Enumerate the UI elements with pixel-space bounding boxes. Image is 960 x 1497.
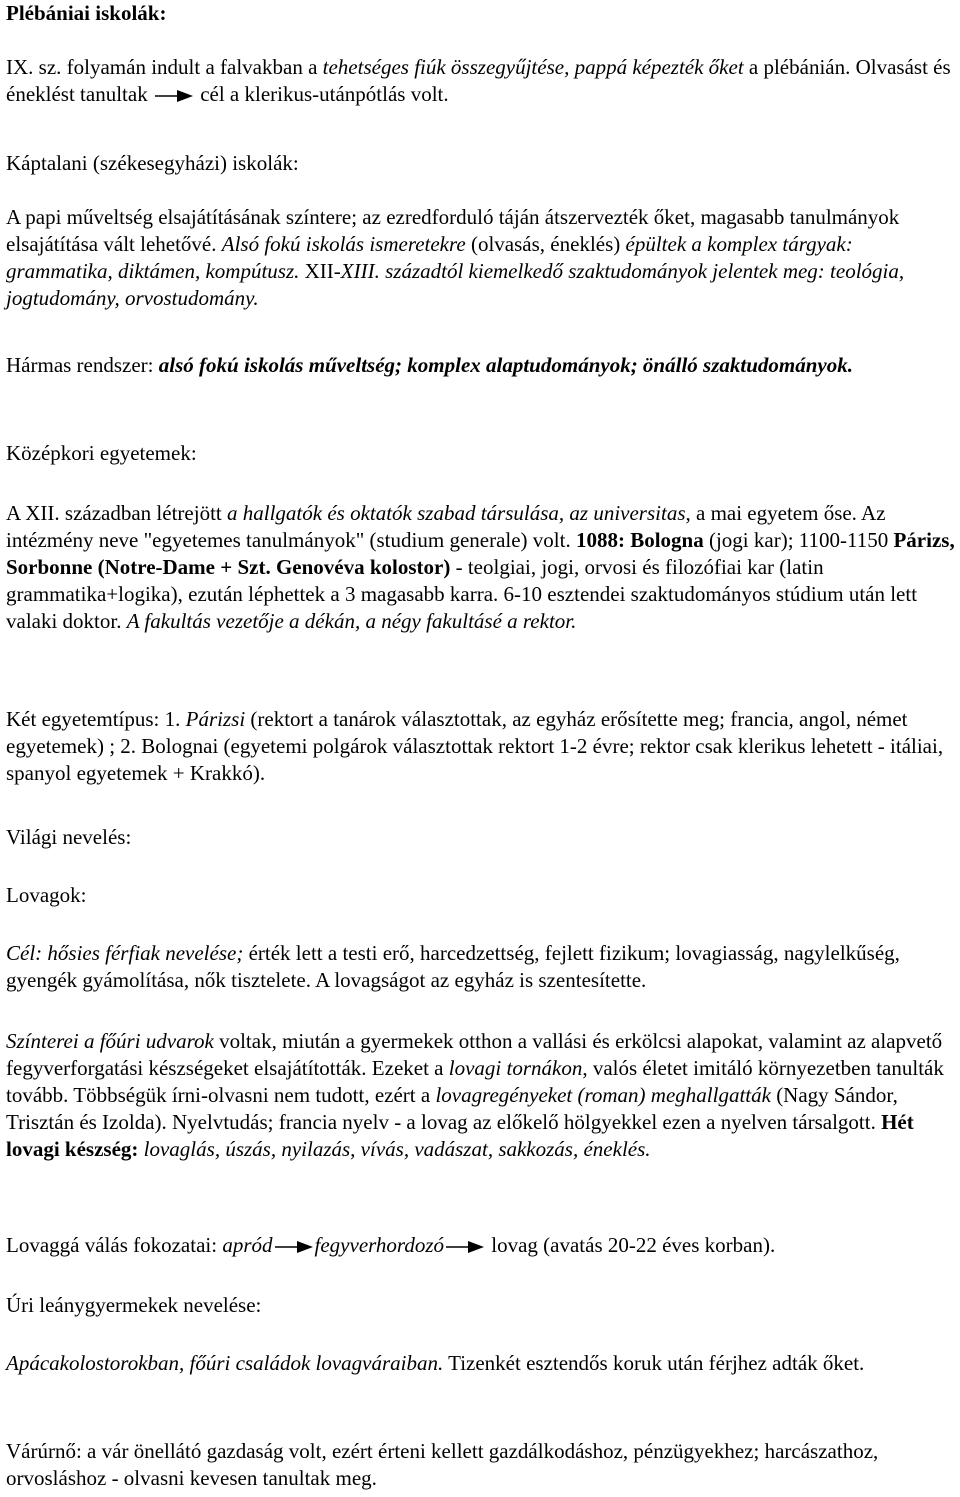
uri-paragraph-1 — [6, 1350, 956, 1377]
heading-egyetemek: Középkori egyetemek: — [6, 441, 197, 465]
text-run: érték lett a testi erő, harcedzettség, fejlett fizikum; lovagiasság, nagylelkűség, gyengék gyámolítása, nők tisztelete. A lovagságot az egyház is szentesítette. — [6, 941, 900, 992]
lovagok-paragraph-3 — [6, 1232, 956, 1259]
text-run-italic: apród — [222, 1233, 273, 1257]
text-run-italic: tehetséges fiúk összegyűjtése, pappá képezték őket — [322, 55, 744, 79]
text-run-bold: 1088: Bologna — [575, 528, 704, 552]
text-run: , valós életet imitáló környezetben tanulták tovább. Többségük írni-olvasni nem tudott, ezért a — [6, 1056, 944, 1107]
heading-vilagi: Világi nevelés: — [6, 825, 132, 849]
text-run-italic: épültek a komplex tárgyak: grammatika, diktámen, kompútusz. — [6, 232, 853, 283]
text-run: (Nagy Sándor, Trisztán és Izolda). Nyelvtudás; francia nyelv - a lovag az előkelő hölgyekkel ezen a nyelven társalgott. — [6, 1083, 898, 1134]
text-run: voltak, miután a gyermekek otthon a vallási és erkölcsi alapokat, valamint az alapvető fegyverforgatási készségeket elsajátították. Ezeket a — [6, 1029, 943, 1080]
text-run: lovag (avatás 20-22 éves korban). — [486, 1233, 776, 1257]
text-run-italic: Cél: hősies férfiak nevelése; — [6, 941, 244, 965]
text-run: - teolgiai, jogi, orvosi és filozófiai kar (latin grammatika+logika), ezután léphettek a 3 magasabb karra. 6-10 esztendei szaktudományos stúdium után lett valaki doktor. — [6, 555, 918, 633]
text-run: a plébánián. Olvasást és éneklést tanultak — [6, 55, 951, 106]
text-run-bold: Párizs, Sorbonne (Notre-Dame + Szt. Genovéva kolostor) — [6, 528, 955, 579]
text-run: Hármas rendszer: — [6, 353, 159, 377]
text-run-italic: Apácakolostorokban, főúri családok lovagváraiban. — [6, 1351, 444, 1375]
heading-plebaniai: Plébániai iskolák: — [6, 1, 167, 25]
right-arrow-icon — [446, 1240, 484, 1254]
text-run: Lovaggá válás fokozatai: — [6, 1233, 223, 1257]
lovagok-paragraph-1 — [6, 940, 956, 994]
text-run-italic: Alsó fokú iskolás ismeretekre — [221, 232, 466, 256]
plebaniai-paragraph — [6, 54, 956, 108]
text-run: (rektort a tanárok választottak, az egyház erősítette meg; francia, angol, német egyetemek) ; 2. Bolognai (egyetemi polgárok választottak rektort 1-2 évre; rektor csak klerikus lehetett - itáliai, spanyol egyetemek + Krakkó). — [6, 707, 944, 785]
text-run: A papi műveltség elsajátításának színtere; az ezredforduló táján átszervezték őket, magasabb tanulmányok elsajátítása vált lehetővé. — [6, 205, 900, 256]
text-run-italic: Színterei a főúri udvarok — [6, 1029, 214, 1053]
text-run-italic: A fakultás vezetője a dékán, a négy fakultásé a rektor. — [126, 609, 577, 633]
text-run: cél a klerikus-utánpótlás volt. — [194, 82, 449, 106]
text-run: IX. sz. folyamán indult a falvakban a — [6, 55, 323, 79]
text-run-italic: lovagregényeket (roman) meghallgatták — [435, 1083, 771, 1107]
text-run: XII- — [299, 259, 341, 283]
text-run-italic: lovagi tornákon — [448, 1056, 583, 1080]
text-run-bold-italic: alsó fokú iskolás műveltség; komplex alaptudományok; önálló szaktudományok. — [158, 353, 853, 377]
text-run-italic: fegyverhordozó — [314, 1233, 444, 1257]
text-run: Tizenkét esztendős koruk után férjhez adták őket. — [443, 1351, 865, 1375]
text-run-italic: lovaglás, úszás, nyilazás, vívás, vadászat, sakkozás, éneklés. — [138, 1137, 651, 1161]
text-run-bold: Hét lovagi készség: — [6, 1110, 914, 1161]
lovagok-paragraph-2 — [6, 1028, 956, 1163]
text-run: Két egyetemtípus: 1. — [6, 707, 186, 731]
text-run: A XII. században létrejött — [6, 501, 227, 525]
text-run: , a mai egyetem őse. Az intézmény neve "egyetemes tanulmányok" (studium generale) volt. — [6, 501, 886, 552]
uri-paragraph-2 — [6, 1438, 956, 1492]
text-run: (olvasás, éneklés) — [465, 232, 626, 256]
egyetemek-paragraph-2 — [6, 706, 956, 787]
text-run-italic: a hallgatók és oktatók szabad társulása, az universitas — [227, 501, 686, 525]
text-run: Várúrnő: a vár önellátó gazdaság volt, ezért érteni kellett gazdálkodáshoz, pénzügyekhez; harcászathoz, orvosláshoz - olvasni kevesen tanultak meg. — [6, 1439, 879, 1490]
right-arrow-icon — [275, 1240, 313, 1254]
egyetemek-paragraph-1 — [6, 500, 956, 635]
kaptalani-paragraph-2 — [6, 352, 956, 379]
text-run-italic: Párizsi — [185, 707, 246, 731]
right-arrow-icon — [155, 89, 193, 103]
heading-lovagok: Lovagok: — [6, 883, 87, 907]
heading-uri: Úri leánygyermekek nevelése: — [6, 1293, 262, 1317]
text-run: (jogi kar); 1100-1150 — [703, 528, 894, 552]
text-run-italic: XIII. századtól kiemelkedő szaktudományok jelentek meg: teológia, jogtudomány, orvostudomány. — [6, 259, 905, 310]
kaptalani-paragraph-1 — [6, 204, 956, 312]
heading-kaptalani: Káptalani (székesegyházi) iskolák: — [6, 151, 299, 175]
